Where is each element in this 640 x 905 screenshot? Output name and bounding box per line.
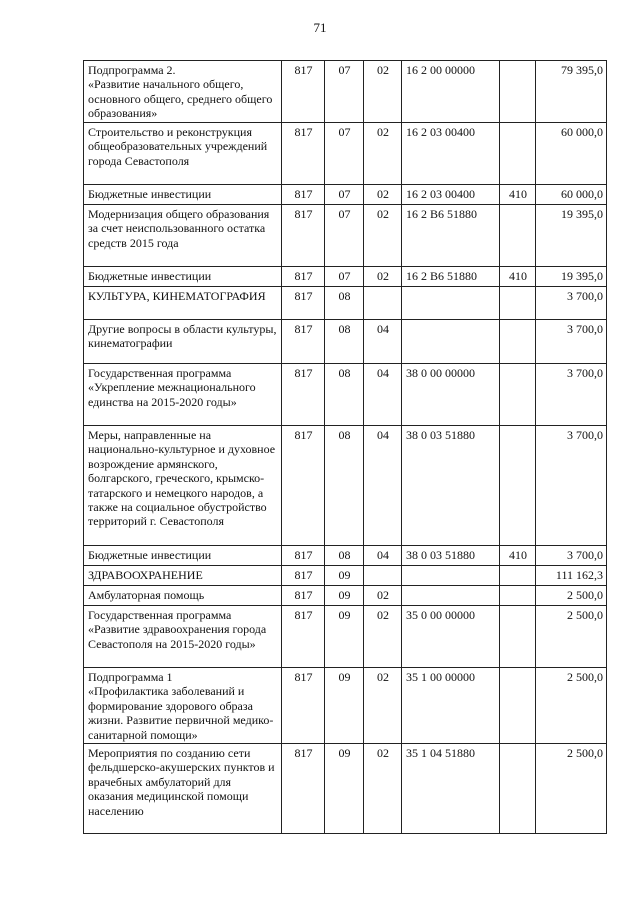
row-expense-type-code bbox=[500, 205, 536, 267]
row-amount: 60 000,0 bbox=[536, 123, 607, 185]
row-subsection-code: 04 bbox=[364, 364, 402, 426]
row-amount: 2 500,0 bbox=[536, 586, 607, 606]
row-grbs-code: 817 bbox=[282, 185, 325, 205]
row-amount: 60 000,0 bbox=[536, 185, 607, 205]
row-subsection-code: 02 bbox=[364, 123, 402, 185]
row-expense-type-code bbox=[500, 566, 536, 586]
row-name: Другие вопросы в области культуры, кинематографии bbox=[84, 320, 282, 364]
row-grbs-code: 817 bbox=[282, 123, 325, 185]
row-section-code: 07 bbox=[325, 267, 364, 287]
row-section-code: 08 bbox=[325, 320, 364, 364]
row-subsection-code: 04 bbox=[364, 320, 402, 364]
row-target-article-code: 16 2 00 00000 bbox=[402, 61, 500, 123]
table-row bbox=[84, 61, 607, 123]
row-name: Мероприятия по созданию сети фельдшерско-акушерских пунктов и врачебных амбулаторий для оказания медицинской помощи населению bbox=[84, 744, 282, 834]
table-row bbox=[84, 426, 607, 546]
table-row bbox=[84, 606, 607, 668]
row-grbs-code: 817 bbox=[282, 586, 325, 606]
row-target-article-code bbox=[402, 586, 500, 606]
row-grbs-code: 817 bbox=[282, 744, 325, 834]
row-grbs-code: 817 bbox=[282, 287, 325, 320]
row-grbs-code: 817 bbox=[282, 566, 325, 586]
row-subsection-code: 02 bbox=[364, 744, 402, 834]
row-subsection-code: 02 bbox=[364, 185, 402, 205]
row-grbs-code: 817 bbox=[282, 61, 325, 123]
row-name: Государственная программа «Развитие здравоохранения города Севастополя на 2015-2020 годы» bbox=[84, 606, 282, 668]
table-row bbox=[84, 267, 607, 287]
row-grbs-code: 817 bbox=[282, 267, 325, 287]
table-row bbox=[84, 668, 607, 744]
table-row bbox=[84, 123, 607, 185]
table-row bbox=[84, 546, 607, 566]
row-name: Подпрограмма 2. «Развитие начального общего, основного общего, среднего общего образования» bbox=[84, 61, 282, 123]
row-section-code: 08 bbox=[325, 546, 364, 566]
row-expense-type-code: 410 bbox=[500, 546, 536, 566]
row-subsection-code bbox=[364, 287, 402, 320]
table-row bbox=[84, 205, 607, 267]
row-subsection-code bbox=[364, 566, 402, 586]
table-row bbox=[84, 287, 607, 320]
row-name: Строительство и реконструкция общеобразовательных учреждений города Севастополя bbox=[84, 123, 282, 185]
table-row bbox=[84, 744, 607, 834]
table-row bbox=[84, 364, 607, 426]
row-target-article-code bbox=[402, 287, 500, 320]
row-amount: 19 395,0 bbox=[536, 267, 607, 287]
row-amount: 2 500,0 bbox=[536, 668, 607, 744]
row-grbs-code: 817 bbox=[282, 205, 325, 267]
row-expense-type-code bbox=[500, 364, 536, 426]
row-name: Амбулаторная помощь bbox=[84, 586, 282, 606]
row-target-article-code: 16 2 03 00400 bbox=[402, 185, 500, 205]
row-section-code: 08 bbox=[325, 287, 364, 320]
row-target-article-code: 35 1 00 00000 bbox=[402, 668, 500, 744]
row-subsection-code: 02 bbox=[364, 267, 402, 287]
row-expense-type-code bbox=[500, 61, 536, 123]
row-section-code: 09 bbox=[325, 744, 364, 834]
row-section-code: 07 bbox=[325, 185, 364, 205]
row-subsection-code: 02 bbox=[364, 586, 402, 606]
table-row bbox=[84, 320, 607, 364]
row-expense-type-code: 410 bbox=[500, 185, 536, 205]
row-expense-type-code bbox=[500, 123, 536, 185]
budget-table bbox=[83, 60, 607, 834]
row-amount: 3 700,0 bbox=[536, 426, 607, 546]
page-number: 71 bbox=[313, 20, 327, 35]
row-amount: 2 500,0 bbox=[536, 744, 607, 834]
row-target-article-code: 16 2 В6 51880 bbox=[402, 267, 500, 287]
row-target-article-code: 38 0 00 00000 bbox=[402, 364, 500, 426]
table-body bbox=[84, 61, 607, 834]
row-section-code: 07 bbox=[325, 61, 364, 123]
row-name: ЗДРАВООХРАНЕНИЕ bbox=[84, 566, 282, 586]
row-section-code: 07 bbox=[325, 205, 364, 267]
row-expense-type-code bbox=[500, 668, 536, 744]
row-expense-type-code bbox=[500, 606, 536, 668]
row-grbs-code: 817 bbox=[282, 606, 325, 668]
row-section-code: 09 bbox=[325, 586, 364, 606]
row-amount: 2 500,0 bbox=[536, 606, 607, 668]
row-target-article-code: 35 1 04 51880 bbox=[402, 744, 500, 834]
row-name: КУЛЬТУРА, КИНЕМАТОГРАФИЯ bbox=[84, 287, 282, 320]
row-subsection-code: 04 bbox=[364, 546, 402, 566]
row-grbs-code: 817 bbox=[282, 668, 325, 744]
row-name: Бюджетные инвестиции bbox=[84, 267, 282, 287]
row-target-article-code: 38 0 03 51880 bbox=[402, 426, 500, 546]
row-section-code: 08 bbox=[325, 426, 364, 546]
row-section-code: 09 bbox=[325, 606, 364, 668]
row-grbs-code: 817 bbox=[282, 320, 325, 364]
row-section-code: 09 bbox=[325, 668, 364, 744]
row-target-article-code bbox=[402, 320, 500, 364]
table-row bbox=[84, 566, 607, 586]
row-amount: 3 700,0 bbox=[536, 287, 607, 320]
row-expense-type-code bbox=[500, 320, 536, 364]
row-name: Подпрограмма 1 «Профилактика заболеваний и формирование здорового образа жизни. Развитие первичной медико-санитарной помощи» bbox=[84, 668, 282, 744]
row-target-article-code bbox=[402, 566, 500, 586]
row-target-article-code: 16 2 В6 51880 bbox=[402, 205, 500, 267]
row-amount: 3 700,0 bbox=[536, 364, 607, 426]
row-name: Бюджетные инвестиции bbox=[84, 185, 282, 205]
row-section-code: 08 bbox=[325, 364, 364, 426]
row-subsection-code: 02 bbox=[364, 205, 402, 267]
row-grbs-code: 817 bbox=[282, 364, 325, 426]
row-subsection-code: 02 bbox=[364, 606, 402, 668]
row-expense-type-code bbox=[500, 744, 536, 834]
table-row bbox=[84, 185, 607, 205]
row-amount: 3 700,0 bbox=[536, 546, 607, 566]
row-target-article-code: 38 0 03 51880 bbox=[402, 546, 500, 566]
row-name: Модернизация общего образования за счет неиспользованного остатка средств 2015 года bbox=[84, 205, 282, 267]
row-amount: 3 700,0 bbox=[536, 320, 607, 364]
row-amount: 19 395,0 bbox=[536, 205, 607, 267]
table-row bbox=[84, 586, 607, 606]
row-amount: 79 395,0 bbox=[536, 61, 607, 123]
row-section-code: 09 bbox=[325, 566, 364, 586]
row-grbs-code: 817 bbox=[282, 546, 325, 566]
row-target-article-code: 35 0 00 00000 bbox=[402, 606, 500, 668]
row-name: Государственная программа «Укрепление межнационального единства на 2015-2020 годы» bbox=[84, 364, 282, 426]
row-name: Бюджетные инвестиции bbox=[84, 546, 282, 566]
row-grbs-code: 817 bbox=[282, 426, 325, 546]
row-subsection-code: 02 bbox=[364, 61, 402, 123]
row-target-article-code: 16 2 03 00400 bbox=[402, 123, 500, 185]
row-section-code: 07 bbox=[325, 123, 364, 185]
row-expense-type-code bbox=[500, 426, 536, 546]
row-expense-type-code bbox=[500, 287, 536, 320]
row-subsection-code: 02 bbox=[364, 668, 402, 744]
row-expense-type-code bbox=[500, 586, 536, 606]
row-subsection-code: 04 bbox=[364, 426, 402, 546]
row-expense-type-code: 410 bbox=[500, 267, 536, 287]
row-amount: 111 162,3 bbox=[536, 566, 607, 586]
row-name: Меры, направленные на национально-культурное и духовное возрождение армянского, болгарского, греческого, крымско-татарского и немецкого народов, а также на социальное обустройство территорий г. Севастополя bbox=[84, 426, 282, 546]
